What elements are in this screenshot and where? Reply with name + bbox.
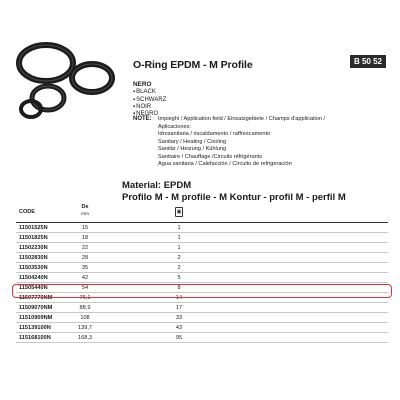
cell-diameter: 22 [81,245,89,251]
cell-pack-qty: 2 [177,265,181,271]
cell-diameter: 139,7 [78,325,92,331]
cell-code: 11501525N [19,225,48,231]
note-text [158,116,388,169]
cell-code: 11501825N [19,235,48,241]
note-line: Aplicaciones: [158,123,191,130]
cell-code: 11503530N [19,265,48,271]
cell-diameter: 18 [81,235,89,241]
cell-code: 11502230N [19,245,48,251]
color-list [133,81,166,118]
column-header-code: CODE [19,209,35,215]
cell-pack-qty: 1 [177,245,181,251]
cell-diameter: 42 [81,275,89,281]
table-row [16,243,388,253]
cell-pack-qty: 33 [175,315,183,321]
note-label: NOTE: [133,116,152,122]
cell-pack-qty: 95 [175,335,183,341]
note-line: Sanitaire / Chauffage /Circuits réfrigérants [158,153,263,160]
catalog-code-badge: B 50 52 [350,55,386,68]
color-item: ▪ NEGRO [133,111,166,118]
note-line: Idrosanitaria / riscaldamento / raffrescamento [158,131,271,137]
cell-pack-qty: 2 [177,255,181,261]
column-header-de-label: De [81,204,89,210]
table-row [16,263,388,273]
cell-code: 11510909NM [19,315,53,321]
table-row [16,253,388,263]
cell-diameter: 76,1 [79,295,91,301]
cell-pack-qty: 8 [177,285,181,291]
color-item: ▪ SCHWARZ [133,97,166,104]
color-item: ▪ BLACK [133,89,166,96]
note-line: Impieghi / Application field / Einsatzgebiete / Champs d'application / [158,116,326,122]
table-row [16,303,388,313]
table-header [16,203,388,223]
note-line: Sanitary / Heating / Cooling [158,138,227,145]
table-row [16,233,388,243]
cell-pack-qty: 5 [177,275,181,281]
cell-pack-qty: 1 [177,235,181,241]
cell-pack-qty: 14 [175,295,183,301]
cell-diameter: 54 [81,285,89,291]
table-row [16,313,388,323]
cell-pack-qty: 43 [175,325,183,331]
cell-code: 11502830N [19,255,48,261]
column-header-de-unit: mm [81,212,89,217]
product-title: O-Ring EPDM - M Profile [133,59,253,71]
table-row [16,333,388,343]
product-table [16,203,388,343]
profile-subtitle: Profilo M - M profile - M Kontur - profil M - perfil M [122,192,346,203]
cell-code: 11507770NM [19,295,53,301]
cell-diameter: 108 [80,315,90,321]
cell-diameter: 28 [81,255,89,261]
cell-diameter: 15 [81,225,89,231]
column-header-de [78,204,92,218]
material-title: Material: EPDM [122,180,192,191]
table-row [16,273,388,283]
cell-diameter: 35 [81,265,89,271]
cell-diameter: 88,9 [79,305,91,311]
o-ring-product-image [14,40,120,120]
cell-code: 11504240N [19,275,48,281]
cell-code: 115139100N [19,325,51,331]
cell-pack-qty: 17 [175,305,183,311]
color-item: ▪ NOIR [133,104,166,111]
color-heading: NERO [133,81,152,88]
cell-code: 11505440N [19,285,48,291]
note-line: Sanitär / Heizung / Kühlung [158,146,227,152]
table-row [16,223,388,233]
box-icon: ▣ [176,209,182,215]
cell-code: 11509070NM [19,305,53,311]
note-line: Agua sanitaria / Calefacción / Circuito de refrigeración [158,161,292,167]
cell-pack-qty: 1 [177,225,181,231]
cell-code: 115168100N [19,335,51,341]
row-highlight-frame [12,284,392,298]
cell-diameter: 168,3 [78,335,92,341]
table-body [16,223,388,343]
table-row [16,323,388,333]
